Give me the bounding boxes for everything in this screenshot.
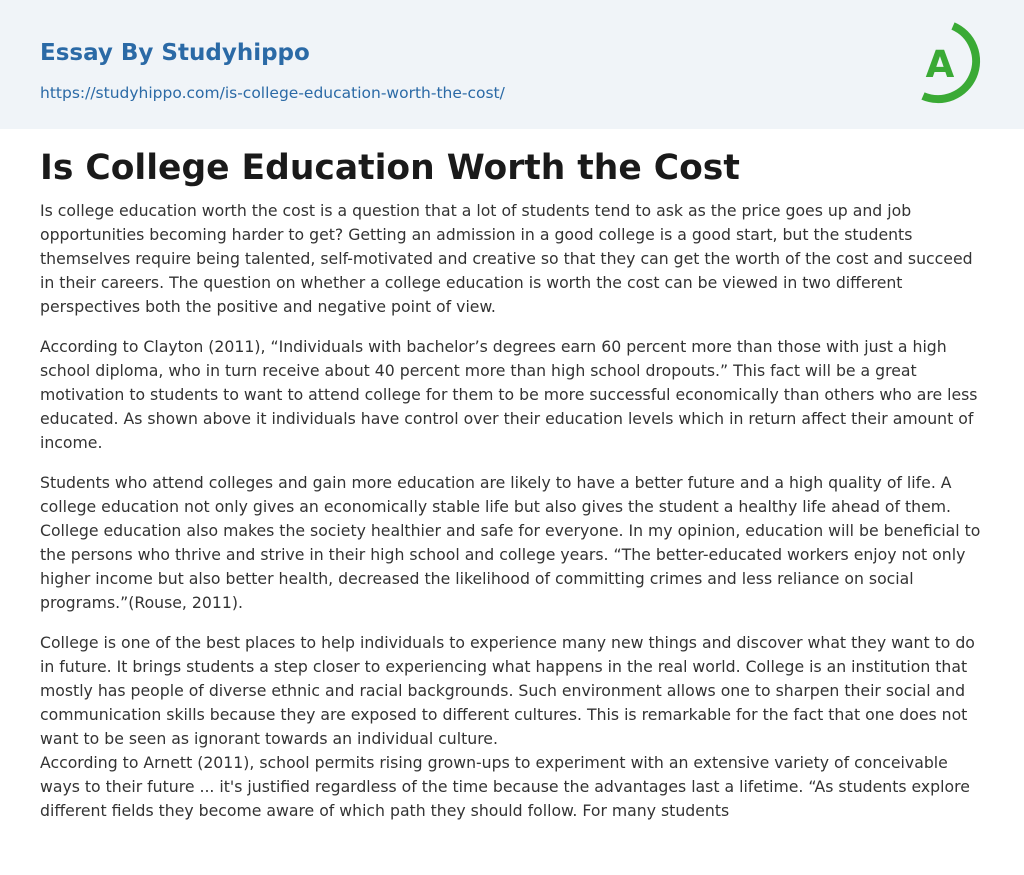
essay-paragraph-5: According to Arnett (2011), school permits rising grown-ups to experiment with an extensive variety of conceivable ways to their future ... it's justified regardless of the time because the advantages last a lifetime. “As students explore different fields they become aware of which path they should follow. For many students xyxy=(40,753,970,820)
logo-letter: A xyxy=(925,43,955,86)
essay-paragraph-3: Students who attend colleges and gain more education are likely to have a better future and a high quality of life. A college education not only gives an economically stable life but also gives the student a healthy life ahead of them. College education also makes the society healthier and safe for everyone. In my opinion, education will be beneficial to the persons who thrive and strive in their high school and college years. “The better-educated workers enjoy not only higher income but also better health, decreased the likelihood of committing crimes and less reliance on social programs.”(Rouse, 2011). xyxy=(40,473,981,612)
studyhippo-logo-icon[interactable] xyxy=(907,18,987,106)
essay-paragraph-2: According to Clayton (2011), “Individuals with bachelor’s degrees earn 60 percent more than those with just a high school diploma, who in turn receive about 40 percent more than high school dropouts.” This fact will be a great motivation to students to want to attend college for them to be more successful economically than others who are less educated. As shown above it individuals have control over their education levels which in return affect their amount of income. xyxy=(40,337,978,452)
essay-url-link[interactable]: https://studyhippo.com/is-college-education-worth-the-cost/ xyxy=(40,84,505,102)
site-header xyxy=(0,0,1024,129)
essay-paragraph-4: College is one of the best places to help individuals to experience many new things and discover what they want to do in future. It brings students a step closer to experiencing what happens in the real world. College is an institution that mostly has people of diverse ethnic and racial backgrounds. Such environment allows one to sharpen their social and communication skills because they are exposed to different cultures. This is remarkable for the fact that one does not want to be seen as ignorant towards an individual culture. xyxy=(40,633,975,748)
site-brand[interactable]: Essay By Studyhippo xyxy=(40,40,310,66)
article-body xyxy=(40,145,988,823)
essay-paragraph-1: Is college education worth the cost is a question that a lot of students tend to ask as the price goes up and job opportunities becoming harder to get? Getting an admission in a good college is a good start, but the students themselves require being talented, self-motivated and creative so that they can get the worth of the cost and succeed in their careers. The question on whether a college education is worth the cost can be viewed in two different perspectives both the positive and negative point of view. xyxy=(40,201,973,316)
essay-title: Is College Education Worth the Cost xyxy=(40,148,740,188)
